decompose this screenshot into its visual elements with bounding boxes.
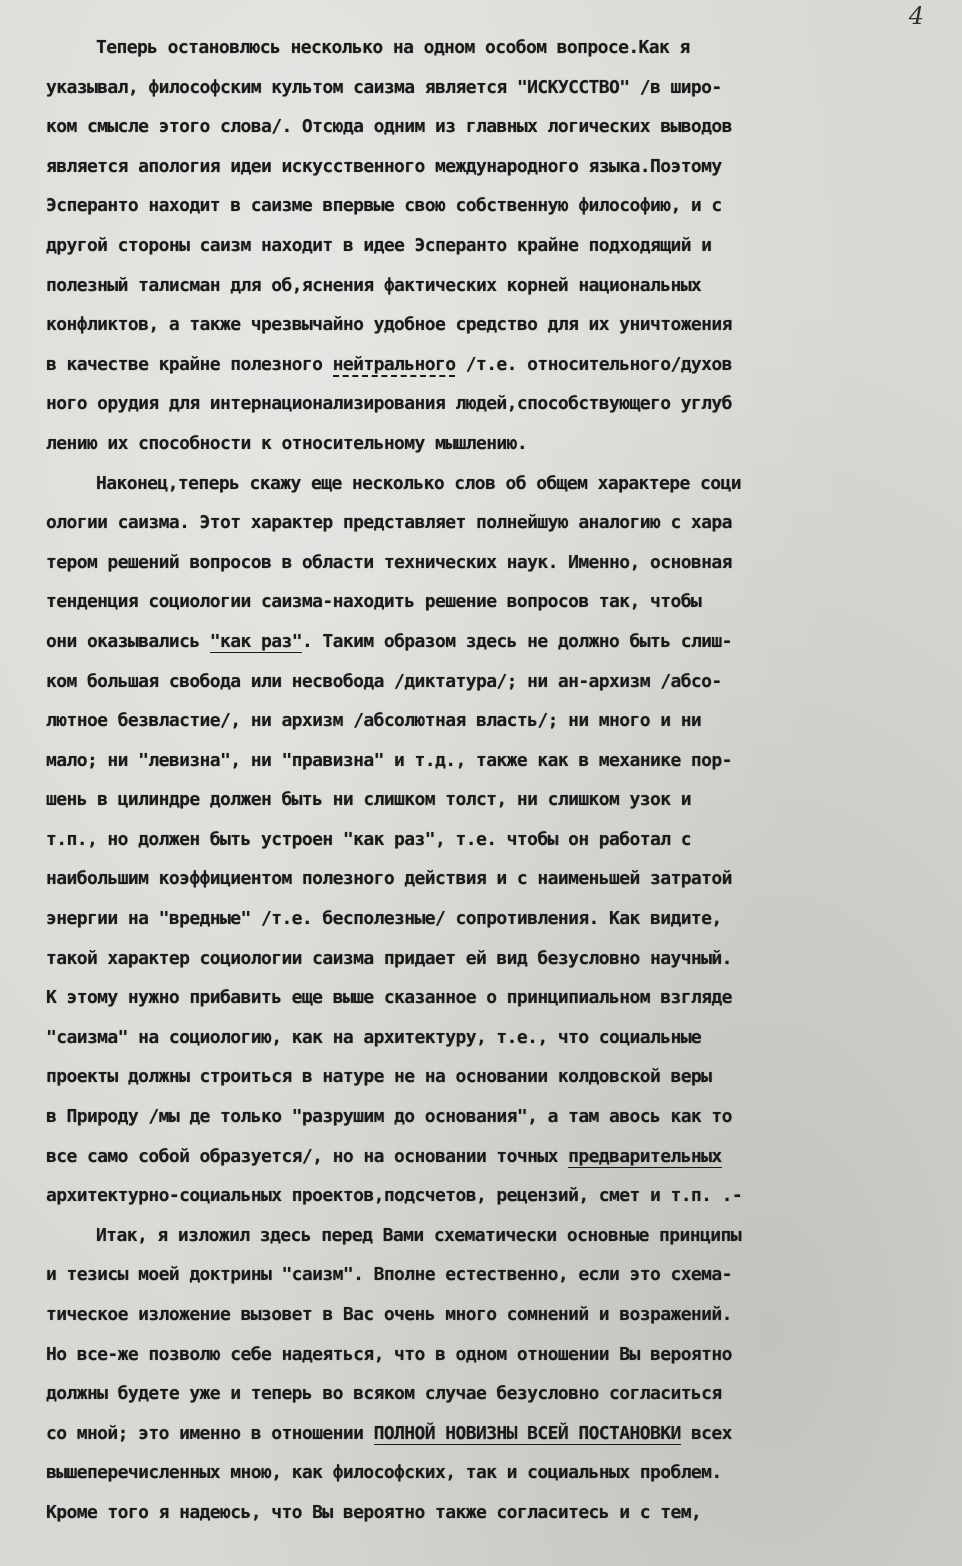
text-line xyxy=(46,107,946,147)
line-text: является апология идеи искусственного международного языка.Поэтому xyxy=(46,155,722,177)
line-text: шень в цилиндре должен быть ни слишком толст, ни слишком узок и xyxy=(46,789,691,811)
line-text: К этому нужно прибавить еще выше сказанное о принципиальном взгляде xyxy=(46,987,732,1009)
line-text: все само собой образуется/, но на основании точных xyxy=(46,1145,569,1167)
line-text: . Таким образом здесь не должно быть слиш- xyxy=(301,630,732,652)
line-text: всех xyxy=(680,1422,732,1444)
line-text: проекты должны строиться в натуре не на основании колдовской веры xyxy=(46,1066,712,1088)
text-line xyxy=(46,701,946,741)
text-line xyxy=(46,1295,946,1335)
underlined-text: ПОЛНОЙ НОВИЗНЫ ВСЕЙ ПОСТАНОВКИ xyxy=(373,1422,681,1444)
text-line xyxy=(46,1018,946,1058)
text-line xyxy=(46,424,946,464)
line-text: вышеперечисленных мною, как философских, так и социальных проблем. xyxy=(46,1462,722,1484)
line-text: они оказывались xyxy=(46,630,210,652)
line-text: энергии на "вредные" /т.е. бесполезные/ сопротивления. Как видите, xyxy=(46,908,722,930)
line-text: другой стороны саизм находит в идее Эсперанто крайне подходящий и xyxy=(46,234,712,256)
text-line xyxy=(46,1493,946,1533)
typewritten-text-body xyxy=(46,28,946,1533)
text-line xyxy=(46,1216,946,1256)
text-line xyxy=(46,345,946,385)
line-text: и тезисы моей доктрины "саизм". Вполне естественно, если это схема- xyxy=(46,1264,732,1286)
page-number: 4 xyxy=(908,2,924,30)
underlined-text: предварительных xyxy=(568,1145,722,1167)
line-text: ком большая свобода или несвобода /диктатура/; ни ан-архизм /абсо- xyxy=(46,670,722,692)
line-text: в Природу /мы де только "разрушим до основания", а там авось как то xyxy=(46,1106,732,1128)
text-line xyxy=(46,1176,946,1216)
text-line xyxy=(46,464,946,504)
line-text: Но все-же позволю себе надеяться, что в одном отношении Вы вероятно xyxy=(46,1343,732,1365)
text-line xyxy=(46,1374,946,1414)
text-line xyxy=(46,978,946,1018)
text-line xyxy=(46,939,946,979)
line-text: архитектурно-социальных проектов,подсчетов, рецензий, смет и т.п. .- xyxy=(46,1185,743,1207)
line-text: Кроме того я надеюсь, что Вы вероятно также согласитесь и с тем, xyxy=(46,1501,702,1523)
line-text: ком смысле этого слова/. Отсюда одним из главных логических выводов xyxy=(46,116,732,138)
line-text: тенденция социологии саизма-находить решение вопросов так, чтобы xyxy=(46,591,702,613)
text-line xyxy=(46,582,946,622)
line-text: такой характер социологии саизма придает ей вид безусловно научный. xyxy=(46,947,732,969)
line-text: конфликтов, а также чрезвычайно удобное средство для их уничтожения xyxy=(46,314,732,336)
text-line xyxy=(46,1453,946,1493)
line-text: в качестве крайне полезного xyxy=(46,353,333,375)
text-line xyxy=(46,859,946,899)
text-line xyxy=(46,543,946,583)
text-line xyxy=(46,1414,946,1454)
line-text: указывал, философским культом саизма является "ИСКУССТВО" /в широ- xyxy=(46,76,722,98)
text-line xyxy=(46,820,946,860)
text-line xyxy=(46,622,946,662)
text-line xyxy=(46,1335,946,1375)
underlined-text: "как раз" xyxy=(209,630,302,652)
text-line xyxy=(46,28,946,68)
line-text: т.п., но должен быть устроен "как раз", т.е. чтобы он работал с xyxy=(46,828,691,850)
text-line xyxy=(46,741,946,781)
text-line xyxy=(46,780,946,820)
line-text: ологии саизма. Этот характер представляет полнейшую аналогию с хара xyxy=(46,512,732,534)
text-line xyxy=(46,899,946,939)
line-text: полезный талисман для об,яснения фактических корней национальных xyxy=(46,274,702,296)
line-text: ного орудия для интернационализирования людей,способствующего углуб xyxy=(46,393,732,415)
line-text: со мной; это именно в отношении xyxy=(46,1422,374,1444)
dashed-underlined-text: нейтрального xyxy=(332,353,456,375)
text-line xyxy=(46,384,946,424)
text-line xyxy=(46,1137,946,1177)
text-line xyxy=(46,503,946,543)
text-line xyxy=(46,147,946,187)
text-line xyxy=(46,1097,946,1137)
line-text: мало; ни "левизна", ни "правизна" и т.д., также как в механике пор- xyxy=(46,749,732,771)
text-line xyxy=(46,305,946,345)
text-line xyxy=(46,186,946,226)
line-text: Итак, я изложил здесь перед Вами схематически основные принципы xyxy=(96,1224,741,1246)
line-text: тером решений вопросов в области технических наук. Именно, основная xyxy=(46,551,732,573)
line-text: наибольшим коэффициентом полезного действия и с наименьшей затратой xyxy=(46,868,732,890)
line-text: Эсперанто находит в саизме впервые свою собственную философию, и с xyxy=(46,195,722,217)
line-text: /т.е. относительного/духов xyxy=(455,353,732,375)
text-line xyxy=(46,1057,946,1097)
line-text: лению их способности к относительному мышлению. xyxy=(46,432,528,454)
text-line xyxy=(46,1255,946,1295)
line-text: должны будете уже и теперь во всяком случае безусловно согласиться xyxy=(46,1383,722,1405)
text-line xyxy=(46,266,946,306)
text-line xyxy=(46,662,946,702)
line-text: тическое изложение вызовет в Вас очень много сомнений и возражений. xyxy=(46,1304,732,1325)
line-text: "саизма" на социологию, как на архитектуру, т.е., что социальные xyxy=(46,1026,702,1048)
line-text: Наконец,теперь скажу еще несколько слов об общем характере соци xyxy=(96,472,741,494)
text-line xyxy=(46,68,946,108)
line-text: лютное безвластие/, ни архизм /абсолютная власть/; ни много и ни xyxy=(46,710,702,732)
line-text: Теперь остановлюсь несколько на одном особом вопросе.Как я xyxy=(96,37,690,58)
text-line xyxy=(46,226,946,266)
